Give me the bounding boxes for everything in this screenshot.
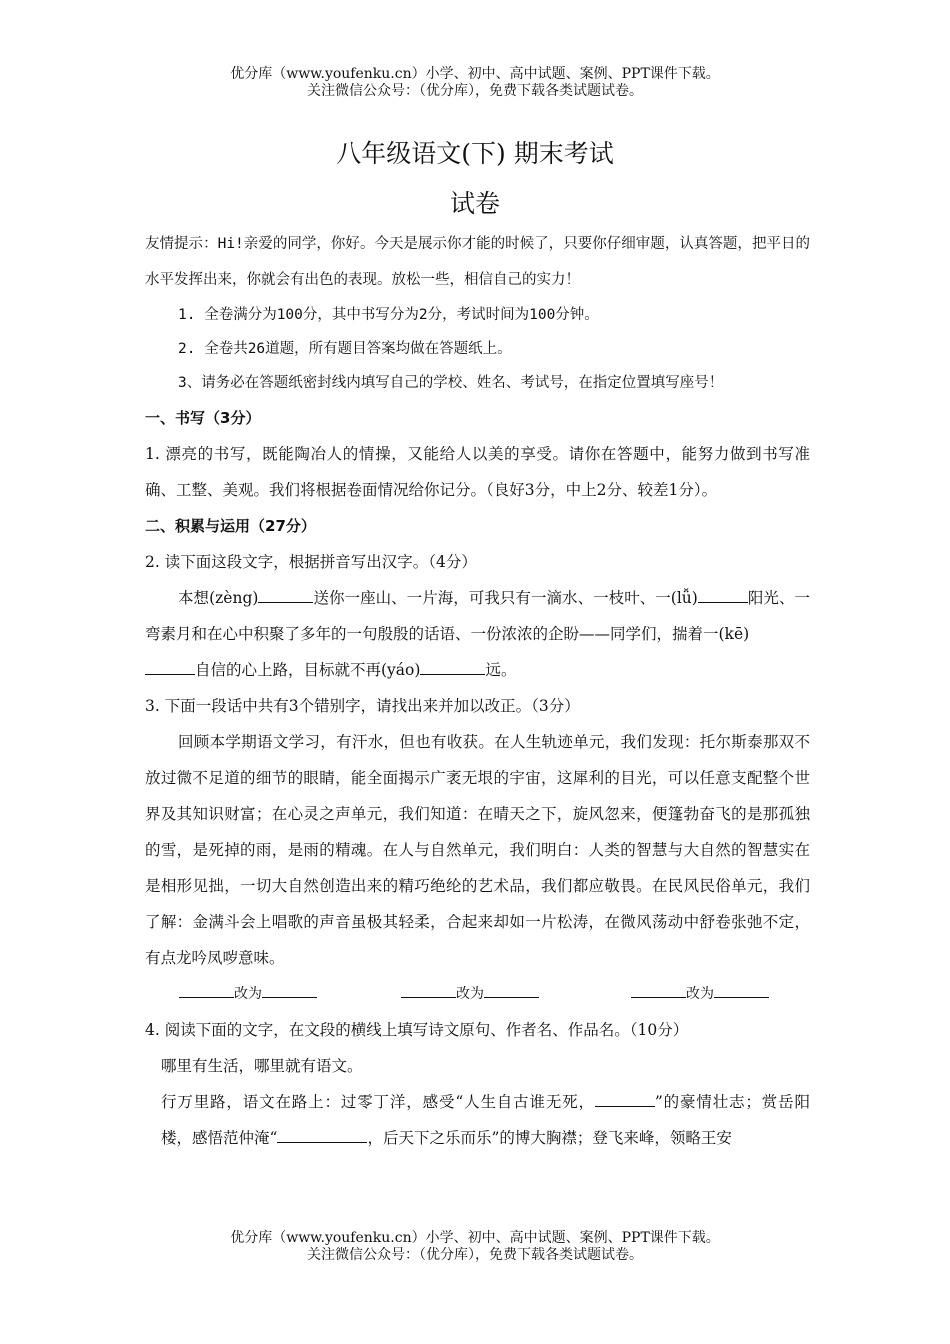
question-2-stem: 2. 读下面这段文字，根据拼音写出汉字。（4分） xyxy=(145,553,477,571)
q2-text-1: 本想(zèng) xyxy=(178,589,259,607)
exam-title: 八年级语文(下) 期末考试 xyxy=(336,139,614,168)
footer-line-1: 优分库（www.youfenku.cn）小学、初中、高中试题、案例、PPT课件下载。 xyxy=(230,1230,720,1246)
section-1-heading: 一、书写（3分） xyxy=(145,409,261,427)
exam-content xyxy=(145,226,810,1156)
q4-text-2: ”的豪情壮志；赏岳阳楼，感悟范仲淹“ xyxy=(161,1093,810,1147)
notice-item-3: 3、请务必在答题纸密封线内填写自己的学校、姓名、考试号，在指定位置填写座号！ xyxy=(178,375,724,391)
question-4-stem: 4. 阅读下面的文字，在文段的横线上填写诗文原句、作者名、作品名。（10分） xyxy=(145,1021,689,1039)
page-header xyxy=(0,66,950,100)
correction-row xyxy=(145,976,810,1012)
fix-label: 改为 xyxy=(234,986,262,1002)
section-2-heading: 二、积累与运用（27分） xyxy=(145,517,316,535)
answer-blank[interactable] xyxy=(698,584,748,603)
fix-label: 改为 xyxy=(456,986,484,1002)
answer-blank[interactable] xyxy=(714,977,769,998)
answer-blank[interactable] xyxy=(277,1124,367,1143)
page-footer xyxy=(0,1230,950,1264)
answer-blank[interactable] xyxy=(262,977,317,998)
notice-item-2: 2. 全卷共26道题，所有题目答案均做在答题纸上。 xyxy=(178,341,512,357)
answer-blank[interactable] xyxy=(145,656,195,675)
answer-blank[interactable] xyxy=(401,977,456,998)
q4-text-1: 行万里路，语文在路上：过零丁洋，感受“人生自古谁无死， xyxy=(161,1093,595,1111)
notice-item-1: 1. 全卷满分为100分，其中书写分为2分，考试时间为100分钟。 xyxy=(178,307,599,323)
exam-subtitle: 试卷 xyxy=(449,189,500,218)
answer-blank[interactable] xyxy=(595,1088,655,1107)
question-3-stem: 3. 下面一段话中共有3个错别字，请找出来并加以改正。（3分） xyxy=(145,697,580,715)
footer-line-2: 关注微信公众号：（优分库），免费下载各类试题试卷。 xyxy=(307,1247,643,1263)
correction-3 xyxy=(631,976,769,1012)
q2-text-2: 送你一座山、一片海，可我只有一滴水、一枝叶、一(lǚ) xyxy=(313,589,698,607)
question-4-passage xyxy=(145,1084,810,1156)
answer-blank[interactable] xyxy=(631,977,686,998)
fix-label: 改为 xyxy=(686,986,714,1002)
question-3-passage: 回顾本学期语文学习，有汗水，但也有收获。在人生轨迹单元，我们发现：托尔斯泰那双不放过微不足道的细节的眼睛，能全面揭示广袤无垠的宇宙，这犀利的目光，可以任意支配整个世界及其知识财富；在心灵之声单元，我们知道：在晴天之下，旋风忽来，便篷勃奋飞的是那孤独的雪，是死掉的雨，是雨的精魂。在人与自然单元，我们明白：人类的智慧与大自然的智慧实在是相形见拙，一切大自然创造出来的精巧绝纶的艺术品，我们都应敬畏。在民风民俗单元，我们了解：金满斗会上唱歌的声音虽极其轻柔，合起来却如一片松涛，在微风荡动中舒卷张弛不定，有点龙吟凤哕意味。 xyxy=(145,733,810,967)
notice-intro: 友情提示：Hi!亲爱的同学，你好。今天是展示你才能的时候了，只要你仔细审题，认真答题，把平日的水平发挥出来，你就会有出色的表现。放松一些，相信自己的实力！ xyxy=(145,236,810,288)
question-4-line-1: 哪里有生活，哪里就有语文。 xyxy=(161,1057,363,1075)
correction-2 xyxy=(401,976,539,1012)
answer-blank[interactable] xyxy=(420,656,485,675)
q2-text-3: 阳光、一弯素月和在心中积聚了多年的一句殷殷的话语、一份浓浓的企盼——同学们，揣着一(kē) xyxy=(145,589,810,643)
answer-blank[interactable] xyxy=(179,977,234,998)
answer-blank[interactable] xyxy=(258,584,313,603)
question-2-body-2 xyxy=(145,652,810,688)
question-1: 1. 漂亮的书写，既能陶冶人的情操，又能给人以美的享受。请你在答题中，能努力做到书写准确、工整、美观。我们将根据卷面情况给你记分。（良好3分，中上2分、较差1分）。 xyxy=(145,445,810,499)
q2-text-5: 远。 xyxy=(485,661,517,679)
q4-text-3: ，后天下之乐而乐”的博大胸襟；登飞来峰，领略王安 xyxy=(367,1129,732,1147)
answer-blank[interactable] xyxy=(484,977,539,998)
q2-text-4: 自信的心上路，目标就不再(yáo) xyxy=(195,661,421,679)
header-line-2: 关注微信公众号：（优分库），免费下载各类试题试卷。 xyxy=(307,83,643,99)
header-line-1: 优分库（www.youfenku.cn）小学、初中、高中试题、案例、PPT课件下载。 xyxy=(230,66,720,82)
question-2-body xyxy=(145,580,810,652)
correction-1 xyxy=(179,976,317,1012)
